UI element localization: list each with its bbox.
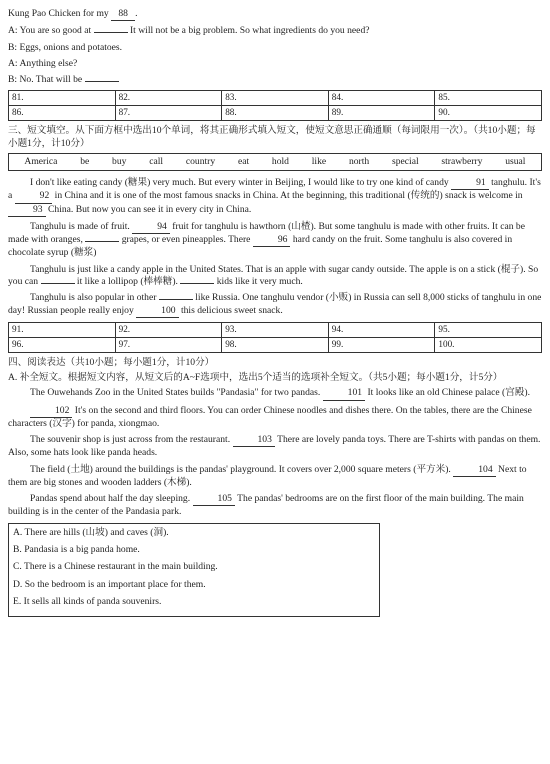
blank-88: 88 [111, 8, 135, 21]
table-row [9, 322, 542, 337]
table-row [9, 106, 542, 121]
text: There are lovely panda toys. There are T-shirts with pandas on them. Also, some hats look like panda heads. [8, 434, 541, 459]
option-a: A. There are hills (山坡) and caves (洞). [13, 526, 169, 538]
answer-cell-82: 82. [115, 91, 222, 106]
blank-103: 103 [233, 434, 275, 447]
text: Pandas spend about half the day sleeping. [30, 493, 191, 505]
text: this delicious sweet snack. [180, 304, 283, 316]
answer-cell-86: 86. [9, 106, 116, 121]
section-4a-instructions: A. 补全短文。根据短文内容，从短文后的A~F选项中，选出5个适当的选项补全短文。（共5小题；每小题1分，计5分） [8, 372, 503, 384]
passage-paragraph [8, 177, 542, 217]
dialogue-a1-pre: A: You are so good at [8, 25, 92, 37]
dialogue-line-a1 [8, 25, 542, 37]
word-item: like [311, 155, 327, 167]
text: It looks like an old Chinese palace (宫殿). [367, 387, 530, 399]
answer-cell-99: 99. [328, 337, 435, 352]
word-item: usual [505, 155, 526, 167]
answer-cell-91: 91. [9, 322, 116, 337]
blank-92: 92 [15, 190, 53, 203]
blank-101: 101 [323, 387, 365, 400]
blank-94: 94 [132, 221, 170, 234]
blank-97 [41, 283, 75, 284]
option-e: E. It sells all kinds of panda souvenirs. [13, 595, 162, 607]
passage-paragraph [8, 405, 542, 431]
text: Tanghulu is just like a candy apple in the United States. That is an apple with sugar candy outside. The apple is on a stick (棍子). So you can [8, 263, 539, 287]
text: Tanghulu is also popular in other [30, 292, 157, 304]
text: The souvenir shop is just across from the restaurant. [30, 434, 231, 446]
passage-paragraph [8, 434, 542, 460]
answer-cell-87: 87. [115, 106, 222, 121]
option-b: B. Pandasia is a big panda home. [13, 543, 140, 555]
answer-grid-81-90 [8, 90, 542, 121]
passage-paragraph [8, 464, 542, 490]
blank-95 [85, 241, 119, 242]
text: It's on the second and third floors. You can order Chinese noodles and dishes there. On the tables, there are the Chinese characters (汉字) for panda, xiongmao. [8, 404, 532, 429]
word-item: buy [112, 155, 127, 167]
answer-cell-89: 89. [328, 106, 435, 121]
answer-cell-92: 92. [115, 322, 222, 337]
dialogue-line-b2 [8, 74, 542, 86]
word-item: north [348, 155, 370, 167]
word-item: be [80, 155, 90, 167]
answer-cell-84: 84. [328, 91, 435, 106]
text: fruit for tanghulu is hawthorn (山楂). But some tanghulu is made with other fruits. It can be made with oranges, [8, 220, 525, 246]
text: kids like it very much. [216, 275, 303, 287]
word-item: call [149, 155, 164, 167]
answer-cell-94: 94. [328, 322, 435, 337]
passage-paragraph [8, 221, 542, 260]
text: Tanghulu is made of fruit. [30, 220, 130, 232]
blank-unlabeled [85, 81, 119, 82]
answer-cell-85: 85. [435, 91, 542, 106]
word-item: America [24, 155, 58, 167]
passage-paragraph [8, 387, 542, 400]
blank-105: 105 [193, 493, 235, 506]
blank-99 [159, 299, 193, 300]
blank-104: 104 [453, 464, 495, 477]
answer-cell-88: 88. [222, 106, 329, 121]
answer-cell-83: 83. [222, 91, 329, 106]
dialogue-b2-text: B: No. That will be [8, 74, 83, 86]
passage-paragraph [8, 493, 542, 519]
answer-cell-98: 98. [222, 337, 329, 352]
text: in China and it is one of the most famous snacks in China. At the beginning, this traditional (传统的) snack is welcome in [54, 190, 523, 202]
blank-98 [180, 283, 214, 284]
answer-cell-96: 96. [9, 337, 116, 352]
text: tanghulu. It's a [8, 177, 541, 202]
blank-unlabeled [94, 32, 128, 33]
word-item: strawberry [441, 155, 483, 167]
dialogue-title-text: Kung Pao Chicken for my [8, 8, 109, 19]
dialogue-a1-post: It will not be a big problem. So what ingredients do you need? [129, 25, 370, 37]
blank-102: 102 [30, 405, 72, 418]
answer-cell-90: 90. [435, 106, 542, 121]
blank-91: 91 [451, 177, 489, 190]
text: grapes, or even pineapples. There [121, 234, 251, 246]
dialogue-line-b1: B: Eggs, onions and potatoes. [8, 41, 123, 53]
passage-paragraph [8, 264, 542, 289]
text: The field (土地) around the buildings is the pandas' playground. It covers over 2,000 square meters (平方米). [30, 463, 451, 475]
option-d: D. So the bedroom is an important place for them. [13, 578, 206, 590]
section-3-heading: 三、短文填空。从下面方框中选出10个单词，将其正确形式填入短文，使短文意思正确通顺（每词限用一次）。（共10小题；每小题1分，计10分） [8, 125, 536, 149]
blank-96: 96 [253, 234, 291, 247]
text: hard candy on the fruit. Some tanghulu is also covered in chocolate syrup (糖浆) [8, 234, 513, 259]
answer-cell-93: 93. [222, 322, 329, 337]
blank-100: 100 [136, 305, 178, 318]
table-row [9, 91, 542, 106]
text: The pandas' bedrooms are on the first floor of the main building. The main building is in the center of the Pandasia park. [8, 493, 524, 518]
text: like Russia. One tanghulu vendor (小贩) in Russia can sell 8,000 sticks of tanghulu in one day! Russian people really enjoy [8, 292, 542, 316]
table-row [9, 337, 542, 352]
word-item: country [185, 155, 216, 167]
text: Next to them are big stones and wooden ladders (木梯). [8, 463, 527, 488]
answer-cell-100: 100. [435, 337, 542, 352]
text: it like a lollipop (棒棒糖). [76, 275, 178, 287]
dialogue-title-line: Kung Pao Chicken for my 88 . [8, 8, 542, 21]
blank-93: 93 [8, 204, 46, 217]
word-box [8, 153, 542, 171]
dialogue-line-a2: A: Anything else? [8, 57, 78, 69]
text: China. But now you can see it in every city in China. [48, 203, 252, 215]
answer-cell-95: 95. [435, 322, 542, 337]
options-box [8, 523, 380, 617]
answer-cell-97: 97. [115, 337, 222, 352]
option-c: C. There is a Chinese restaurant in the main building. [13, 561, 218, 573]
answer-cell-81: 81. [9, 91, 116, 106]
text: I don't like eating candy (糖果) very much. But every winter in Beijing, I would like to try one kind of candy [30, 177, 449, 189]
word-item: eat [237, 155, 250, 167]
passage-paragraph [8, 292, 542, 318]
answer-grid-91-100 [8, 322, 542, 353]
word-item: hold [271, 155, 289, 167]
word-item: special [391, 155, 419, 167]
section-4-heading: 四、阅读表达（共10小题；每小题1分，计10分） [8, 356, 215, 368]
text: The Ouwehands Zoo in the United States builds "Pandasia" for two pandas. [30, 387, 321, 399]
